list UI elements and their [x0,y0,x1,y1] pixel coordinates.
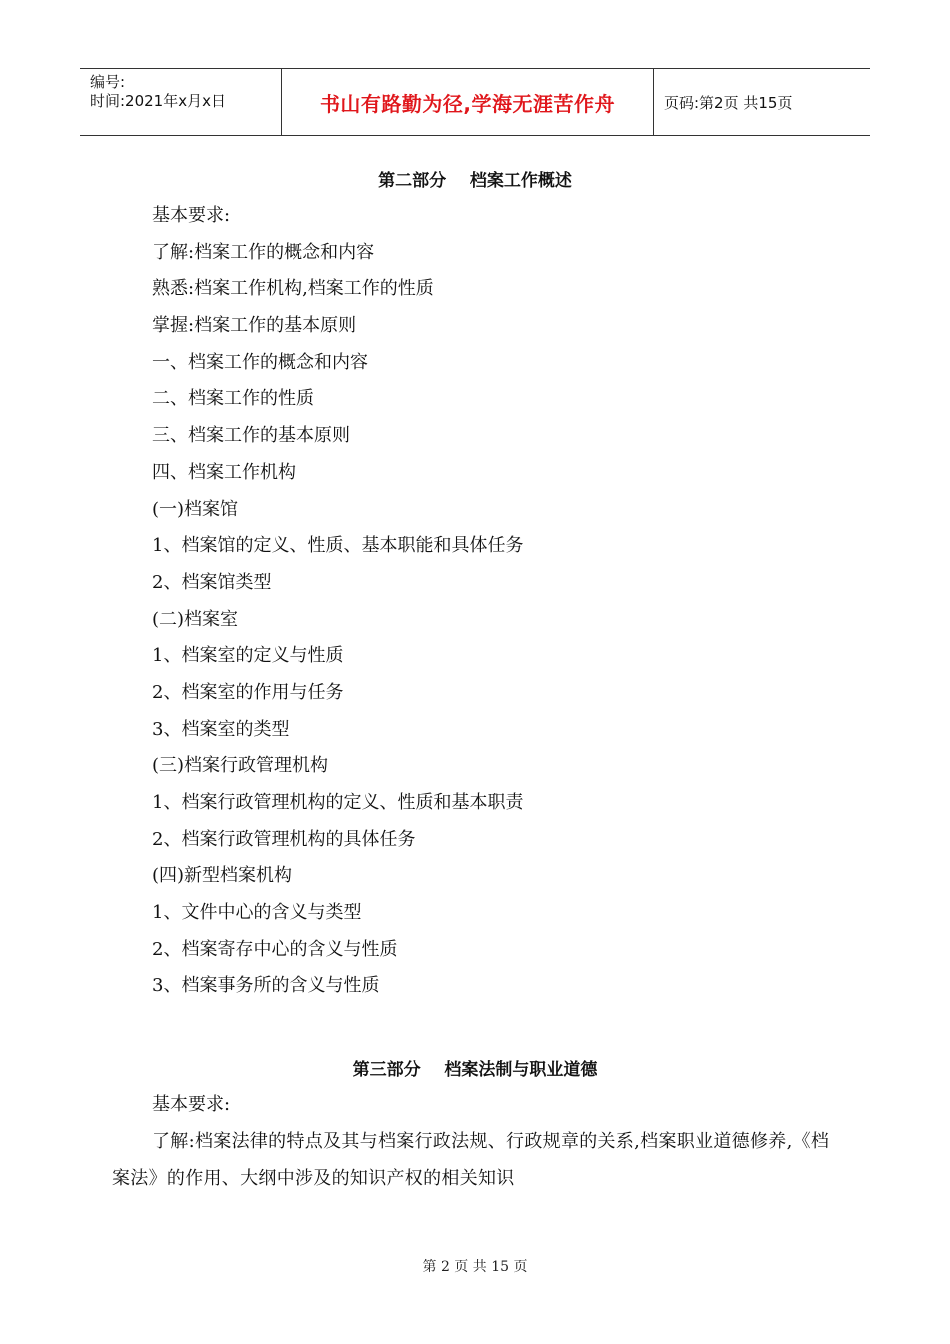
list-item: 了解:档案工作的概念和内容 [152,241,375,263]
list-item: 2、档案行政管理机构的具体任务 [152,828,416,850]
list-item: 2、档案馆类型 [152,571,272,593]
document-number-label: 编号: [90,73,126,91]
list-item: 1、档案行政管理机构的定义、性质和基本职责 [152,792,524,813]
list-item: 熟悉:档案工作机构,档案工作的性质 [152,278,434,300]
requirement-heading: 基本要求: [152,1094,231,1116]
list-item: 掌握:档案工作的基本原则 [152,315,357,337]
list-item: (三)档案行政管理机构 [152,755,329,777]
list-item: 二、档案工作的性质 [152,388,314,410]
section-title: 第三部分 档案法制与职业道德 [352,1060,598,1081]
list-item: 1、文件中心的含义与类型 [152,902,362,924]
document-time-label: 时间:2021年x月x日 [90,92,226,110]
list-item: (四)新型档案机构 [152,865,293,887]
list-item: 3、档案室的类型 [152,718,290,740]
list-item: 1、档案馆的定义、性质、基本职能和具体任务 [152,535,524,557]
section-spacer [112,1005,838,1053]
page-footer: 第 2 页 共 15 页 [422,1259,528,1275]
header-page-label: 页码:第2页 共15页 [664,93,793,112]
document-body [112,164,838,1197]
header-motto: 书山有路勤为径,学海无涯苦作舟 [282,69,654,135]
header-meta [80,69,282,135]
list-item: (一)档案馆 [152,498,239,520]
list-item: (二)档案室 [152,608,239,630]
list-item: 1、档案室的定义与性质 [152,645,344,667]
list-item: 四、档案工作机构 [152,461,296,483]
section-list [112,198,838,1005]
list-item: 三、档案工作的基本原则 [152,425,350,447]
section-title: 第二部分 档案工作概述 [378,171,572,191]
list-item: 3、档案事务所的含义与性质 [152,975,380,997]
list-item: 2、档案室的作用与任务 [152,681,344,703]
list-item: 一、档案工作的概念和内容 [152,351,368,373]
requirement-paragraph: 了解:档案法律的特点及其与档案行政法规、行政规章的关系,档案职业道德修养,《档案法》的作用、大纲中涉及的知识产权的相关知识 [112,1130,830,1189]
page-header [80,68,870,136]
list-item: 2、档案寄存中心的含义与性质 [152,938,398,960]
list-item: 基本要求: [152,205,231,226]
